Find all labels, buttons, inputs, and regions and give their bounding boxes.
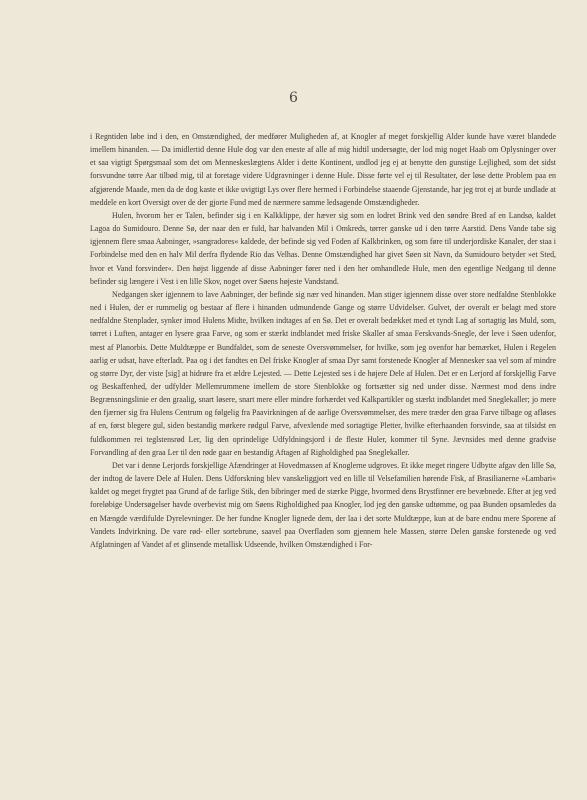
paragraph-4: Det var i denne Lerjords forskjellige Afændringer at Hovedmassen af Knoglerne udgroves. Et ikke meget ringere Udbytte afgav den lille Sø, der indtog de lavere Dele af Hulen. Dens Udforskning blev vanskeliggjort ved en lille til Velsefamilien hørende Fisk, af Brasilianerne »Lambari« kaldet og meget frygtet paa Grund af de farlige Stik, den bibringer med de stærke Pigge, hvormed dens Brystfinner ere bevæbnede. Efter at jeg ved foreløbige Undersøgelser havde overbevist mig om Søens Righoldighed paa Knogler, lod jeg den ganske udtømme, og paa Bunden opsamledes da en Mængde værdifulde Dyrelevninger. De her fundne Knogler lignede dem, der laa i det sorte Muldtæppe, kun at de bare endnu mere Sporene af Vandets Indvirkning. De vare rød- eller sortebrune, saavel paa Overfladen som gjennem hele Massen, større Delen ganske forstenede og ved Afglatningen af Vandet af et glinsende metallisk Udseende, hvilken Omstændighed i For-: [90, 460, 556, 549]
page-number: 6: [289, 90, 298, 106]
body-text: [90, 130, 556, 551]
paragraph-2: Hulen, hvorom her er Talen, befinder sig i en Kalkklippe, der hæver sig som en lodret Brink ved den søndre Bred af en Landsø, kaldet Lagoa do Sumidouro. Denne Sø, der naar den er fuld, har halvanden Mil i Omkreds, tørrer ganske ud i den tørre Aarstid. Dens Vande tabe sig igjennem flere smaa Aabninger, »sangradores« kaldede, der befinde sig ved Foden af Kalkbrinken, og som føre til underjordiske Kanaler, der staa i Forbindelse med den en halv Mil derfra flydende Rio das Velhas. Denne Omstændighed har givet Søen sit Navn, da Sumidouro betyder »et Sted, hvor et Vand forsvinder«. Den højst liggende af disse Aabninger fører ned i den her omhandlede Hule, men den egentlige Nedgang til denne befinder sig længere i Vest i en lille Skov, noget over Søens højeste Vandstand.: [90, 210, 556, 286]
paragraph-1: i Regntiden løbe ind i den, en Omstændighed, der medfører Muligheden af, at Knogler af meget forskjellig Alder kunde have været blandede imellem hinanden. — Da imidlertid denne Hule dog var den eneste af alle af mig hidtil undersøgte, der lod mig noget Haab om Oplysninger over et saa vigtigt Spørgsmaal som det om Menneskeslægtens Alder i dette Kontinent, undlod jeg ej at benytte den gunstige Lejlighed, som det sidst forsvundne tørre Aar tilbød mig, til at foretage videre Udgravninger i denne Hule. Disse førte vel ej til Resultater, der løse dette Problem paa en afgjørende Maade, men da de dog kaste et ikke uvigtigt Lys over flere hermed i Forbindelse staaende Gjenstande, har jeg trot ej at burde undlade at meddele en kort Oversigt over de der gjorte Fund med de nærmere samme ledsagende Omstændigheder.: [90, 132, 556, 207]
paragraph-3: Nedgangen sker igjennem to lave Aabninger, der befinde sig nær ved hinanden. Man stiger igjennem disse over store nedfaldne Stenblokke ned i Hulen, der er rummelig og bestaar af flere i hinanden udmundende Gange og større Udvidelser. Gulvet, der overalt er belagt med store nedfaldne Stenplader, synker imod Hulens Midte, hvilken indtages af en Sø. Det er overalt bedækket med et tyndt Lag af sortagtig løs Muld, som, tørret i Luften, antager en lysere graa Farve, og som er stærkt indblandet med friske Skaller af smaa Ferskvands-Snegle, der leve i Søen udenfor, mest af Planorbis. Dette Muldtæppe er Bundfaldet, som de seneste Oversvømmelser, for hvilke, som jeg ovenfor har bemærket, Hulen i Regelen aarlig er udsat, have efterladt. Paa og i det fandtes en Del friske Knogler af smaa Dyr samt forstenede Knogler af Mennesker saa vel som af mindre og større Dyr, der viste [sig] at hidrøre fra et ældre Lejested. — Dette Lejested ses i de højere Dele af Hulen. Det er en Lerjord af forskjellig Farve og Beskaffenhed, der udfylder Mellemrummene imellem de store Stenblokke og fortsætter sig ned under disse. Nærmest mod dens indre Begrænsningslinie er den graalig, snart løsere, snart mere eller mindre forhærdet ved Kalkpartikler og stærkt indblandet med Sneglekaller; jo mere den fjærner sig fra Hulens Centrum og følgelig fra Paavirkningen af de aarlige Oversvømmelser, des mere træder den graa Farve tilbage og afløses af en, først blegere gul, siden bestandig mørkere rødgul Farve, afvexlende med sortagtige Pletter, hvilke efterhaanden forsvinde, saa at tilsidst en fuldkommen rei teglstensrød Ler, lig den oprindelige Udfyldningsjord i de fleste Huler, kommer til Syne. Jævnsides med denne gradvise Forvandling af den graa Ler til den røde gaar en bestandig Aftagen af Righoldighed paa Sneglekaller.: [90, 289, 556, 457]
